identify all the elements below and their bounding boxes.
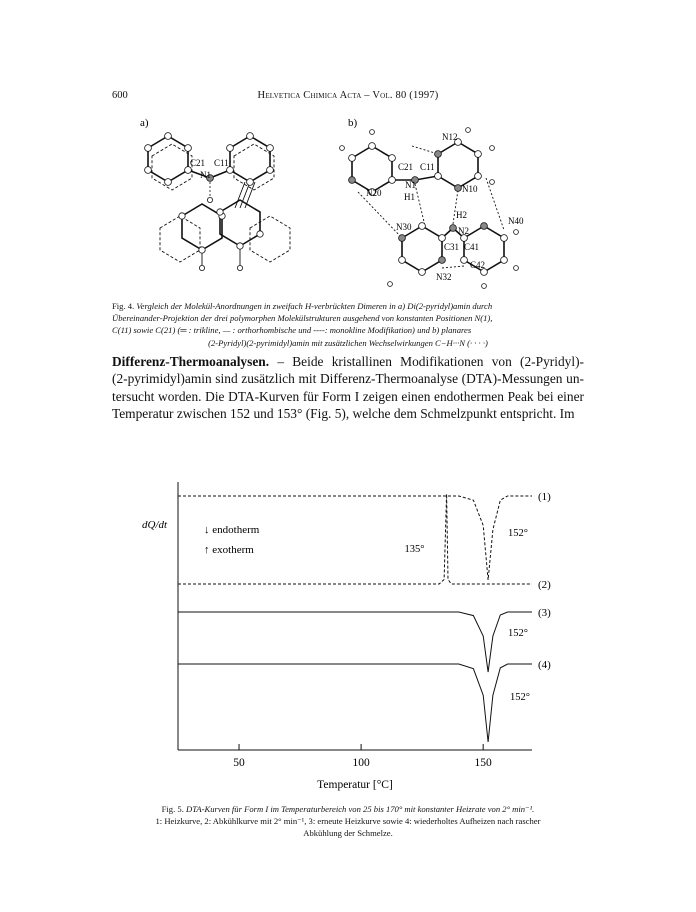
legend-exotherm: ↑ exotherm xyxy=(204,544,254,556)
x-axis-label: Temperatur [°C] xyxy=(317,779,393,791)
atom-label-b-C41: C41 xyxy=(464,242,480,252)
atom-label-b-N40: N40 xyxy=(508,216,524,226)
fig4-caption-prefix: Fig. 4. xyxy=(112,301,135,311)
fig4-caption-line-4: (2-Pyridyl)(2-pyrimidyl)amin mit zusätzlichen Wechselwirkungen C−H···N (· · · ·) xyxy=(208,337,488,348)
atom-label-b-C11: C11 xyxy=(420,162,435,172)
panel-a-structure xyxy=(148,136,290,268)
atom-label-b-H1: H1 xyxy=(404,192,415,202)
journal-title: Helvetica Chimica Acta – Vol. 80 (1997) xyxy=(257,90,439,101)
paragraph-line-3: tersucht worden. Die DTA-Kurven für Form I zeigen einen endothermen Peak bei einer xyxy=(112,388,584,404)
atom-label-b-C21: C21 xyxy=(398,162,414,172)
peak-label-3: 152° xyxy=(508,628,529,639)
atom-label-a-N1: N1 xyxy=(200,170,211,180)
dta-curve-4 xyxy=(178,664,532,742)
figure-4-caption xyxy=(112,300,584,349)
atom-label-b-H2: H2 xyxy=(456,210,467,220)
y-axis-label: dQ/dt xyxy=(142,519,168,531)
running-header xyxy=(112,90,584,106)
figure-5-dta-chart xyxy=(112,478,584,800)
panel-b-atoms-draw xyxy=(340,128,519,289)
atom-label-b-C31: C31 xyxy=(444,242,460,252)
peak-label-4: 152° xyxy=(510,692,531,703)
series-label-2: (2) xyxy=(538,579,551,591)
panel-a-atoms-draw xyxy=(145,133,274,271)
atom-label-b-N20: N20 xyxy=(366,188,382,198)
page-number: 600 xyxy=(112,90,128,101)
figure-4-molecules xyxy=(120,118,570,290)
fig5-caption-prefix: Fig. 5. xyxy=(161,804,184,814)
dta-curve-3 xyxy=(178,612,532,672)
atom-label-b-N32: N32 xyxy=(436,272,452,282)
series-label-3: (3) xyxy=(538,607,551,619)
dta-curve-1 xyxy=(178,496,532,580)
fig4-caption-line-3: C(11) sowie C(21) (═ : trikline, — : orthorhombische und ----: monokline Modifikation) und b) planares xyxy=(112,325,472,336)
series-label-1: (1) xyxy=(538,491,551,503)
legend-endotherm: ↓ endotherm xyxy=(204,524,260,536)
peak-label-1: 152° xyxy=(508,528,529,539)
atom-label-b-N10: N10 xyxy=(462,184,478,194)
paragraph-line-4: Temperatur zwischen 152 und 153° (Fig. 5), welche dem Schmelzpunkt entspricht. Im xyxy=(112,406,575,422)
section-heading: Differenz-Thermoanalysen. xyxy=(112,354,270,369)
fig5-caption-line-1: DTA-Kurven für Form I im Temperaturbereich von 25 bis 170° mit konstanter Heizrate von 2° min⁻¹. xyxy=(186,804,535,814)
atom-label-b-N30: N30 xyxy=(396,222,412,232)
atom-label-b-N2: N2 xyxy=(458,226,469,236)
panel-a-label: a) xyxy=(140,118,149,129)
fig5-caption-line-3: Abkühlung der Schmelze. xyxy=(303,828,393,839)
x-tick-group xyxy=(233,744,492,769)
figure-5-caption xyxy=(112,803,584,840)
x-tick-label: 150 xyxy=(474,757,492,769)
atom-label-a-C11: C11 xyxy=(214,158,229,168)
fig4-caption-line-2: Übereinander-Projektion der drei polymorphen Molekülstrukturen ausgehend von konstanten Positionen N(1), xyxy=(112,313,493,324)
atom-label-a-C21: C21 xyxy=(190,158,206,168)
atom-label-b-N12: N12 xyxy=(442,132,458,142)
paragraph-line-1-text: – Beide kristallinen Modifikationen von (2-Pyridyl)- xyxy=(277,354,584,369)
x-tick-label: 50 xyxy=(233,757,245,769)
x-tick-label: 100 xyxy=(352,757,370,769)
fig4-caption-line-1: Vergleich der Molekül-Anordnungen in zweifach H-verbrückten Dimeren in a) Di(2-pyridyl)amin durch xyxy=(136,301,493,311)
atom-label-b-N1: N1 xyxy=(405,180,416,190)
atom-label-b-C42: C42 xyxy=(470,260,486,270)
paragraph-line-1 xyxy=(112,353,584,370)
peak-label-2: 135° xyxy=(404,544,425,555)
paragraph-line-2: (2-pyrimidyl)amin sind zusätzlich mit Differenz-Thermoanalyse (DTA)-Messungen un- xyxy=(112,371,584,387)
series-label-4: (4) xyxy=(538,659,551,671)
body-paragraph xyxy=(112,353,584,423)
fig5-caption-line-2: 1: Heizkurve, 2: Abkühlkurve mit 2° min⁻¹, 3: erneute Heizkurve sowie 4: wiederholtes Aufheizen nach rascher xyxy=(155,816,541,827)
dta-curve-2 xyxy=(178,494,532,584)
panel-b-label: b) xyxy=(348,118,358,129)
